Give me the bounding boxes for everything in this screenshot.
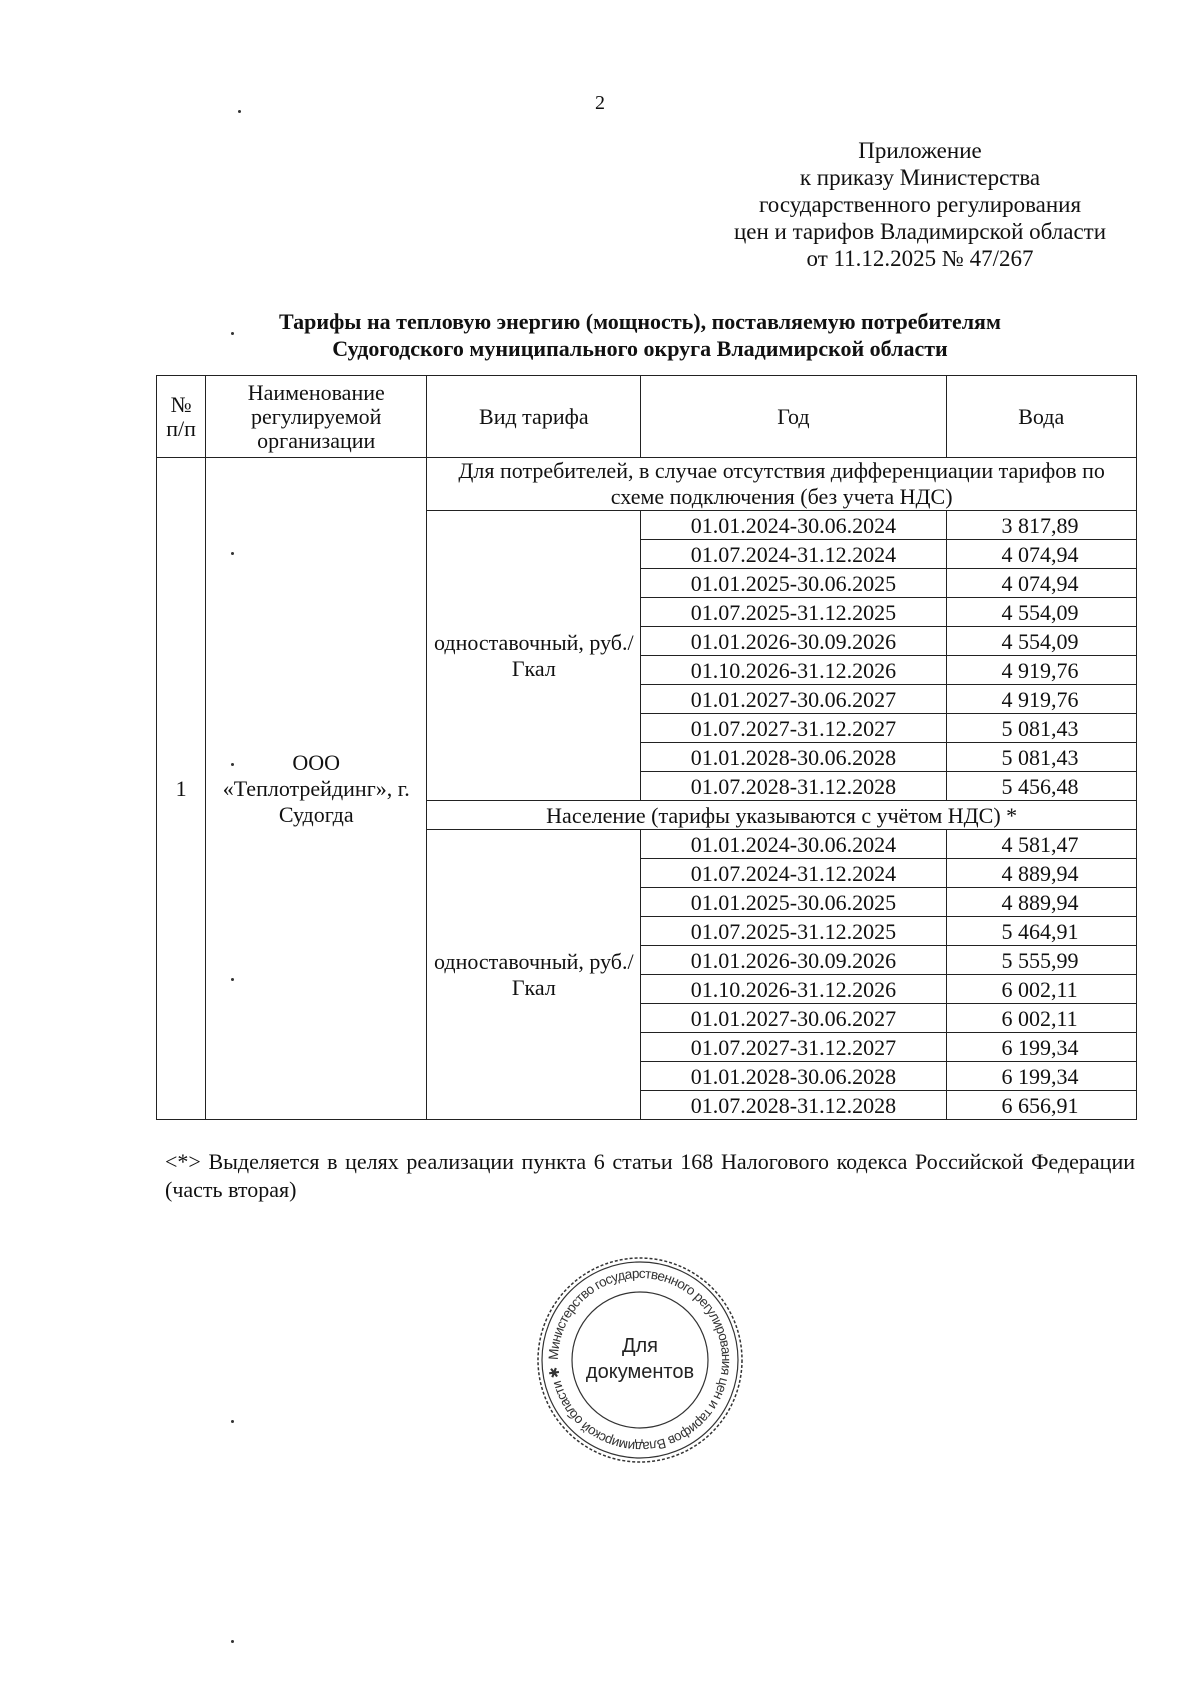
period-cell: 01.07.2028-31.12.2028 [641, 1091, 946, 1120]
scan-speck [231, 1420, 234, 1423]
appendix-line: от 11.12.2025 № 47/267 [806, 246, 1034, 271]
scan-speck [231, 552, 234, 555]
water-value-cell: 4 074,94 [946, 569, 1137, 598]
scan-speck [231, 332, 234, 335]
period-cell: 01.01.2025-30.06.2025 [641, 888, 946, 917]
water-value-cell: 4 074,94 [946, 540, 1137, 569]
period-cell: 01.01.2028-30.06.2028 [641, 743, 946, 772]
period-cell: 01.01.2024-30.06.2024 [641, 830, 946, 859]
tariffs-table [156, 375, 1137, 1120]
table-body [157, 458, 1137, 1120]
period-cell: 01.01.2028-30.06.2028 [641, 1062, 946, 1091]
water-value-cell: 6 002,11 [946, 975, 1137, 1004]
section2-heading: Население (тарифы указываются с учётом НДС) * [427, 801, 1137, 830]
document-title [150, 308, 1130, 362]
water-value-cell: 4 554,09 [946, 627, 1137, 656]
scan-speck [231, 978, 234, 981]
row-number: 1 [157, 458, 206, 1120]
period-cell: 01.01.2027-30.06.2027 [641, 685, 946, 714]
water-value-cell: 6 199,34 [946, 1033, 1137, 1062]
page-number: 2 [595, 92, 605, 114]
period-cell: 01.07.2025-31.12.2025 [641, 917, 946, 946]
table-header-row [157, 376, 1137, 458]
period-cell: 01.07.2028-31.12.2028 [641, 772, 946, 801]
period-cell: 01.07.2025-31.12.2025 [641, 598, 946, 627]
header-tariff-type: Вид тарифа [427, 376, 641, 458]
organization-name: ООО «Теплотрейдинг», г. Судогда [206, 458, 427, 1120]
period-cell: 01.07.2027-31.12.2027 [641, 714, 946, 743]
water-value-cell: 3 817,89 [946, 511, 1137, 540]
stamp-ring-text: Министерство государственного регулирования цен и тарифов Владимирской области ✱ [545, 1265, 735, 1455]
period-cell: 01.01.2024-30.06.2024 [641, 511, 946, 540]
period-cell: 01.07.2024-31.12.2024 [641, 859, 946, 888]
stamp-center-line-2: документов [585, 1361, 695, 1383]
appendix-block [690, 137, 1150, 272]
title-line-2: Судогодского муниципального округа Владимирской области [332, 336, 948, 361]
title-line-1: Тарифы на тепловую энергию (мощность), поставляемую потребителям [279, 309, 1001, 334]
section-heading-row [157, 458, 1137, 511]
water-value-cell: 4 919,76 [946, 685, 1137, 714]
water-value-cell: 5 081,43 [946, 743, 1137, 772]
footnote: <*> Выделяется в целях реализации пункта 6 статьи 168 Налогового кодекса Российской Федерации (часть вторая) [165, 1149, 1135, 1202]
header-organization: Наименование регулируемой организации [206, 376, 427, 458]
stamp-center-line-1: Для [621, 1335, 659, 1357]
water-value-cell: 4 554,09 [946, 598, 1137, 627]
period-cell: 01.07.2024-31.12.2024 [641, 540, 946, 569]
water-value-cell: 5 555,99 [946, 946, 1137, 975]
water-value-cell: 5 464,91 [946, 917, 1137, 946]
period-cell: 01.10.2026-31.12.2026 [641, 656, 946, 685]
appendix-line: цен и тарифов Владимирской области [733, 219, 1107, 244]
header-num: № п/п [157, 376, 206, 458]
scan-speck [231, 1640, 234, 1643]
header-year: Год [641, 376, 946, 458]
header-water: Вода [946, 376, 1137, 458]
period-cell: 01.01.2026-30.09.2026 [641, 946, 946, 975]
water-value-cell: 6 199,34 [946, 1062, 1137, 1091]
scan-speck [231, 763, 234, 766]
appendix-line: к приказу Министерства [799, 165, 1041, 190]
water-value-cell: 6 002,11 [946, 1004, 1137, 1033]
water-value-cell: 4 581,47 [946, 830, 1137, 859]
period-cell: 01.01.2026-30.09.2026 [641, 627, 946, 656]
water-value-cell: 5 456,48 [946, 772, 1137, 801]
period-cell: 01.01.2025-30.06.2025 [641, 569, 946, 598]
appendix-line: государственного регулирования [758, 192, 1082, 217]
section1-heading: Для потребителей, в случае отсутствия дифференциации тарифов по схеме подключения (без учета НДС) [427, 458, 1137, 511]
water-value-cell: 4 889,94 [946, 859, 1137, 888]
period-cell: 01.10.2026-31.12.2026 [641, 975, 946, 1004]
water-value-cell: 6 656,91 [946, 1091, 1137, 1120]
water-value-cell: 4 919,76 [946, 656, 1137, 685]
water-value-cell: 5 081,43 [946, 714, 1137, 743]
appendix-line: Приложение [858, 138, 982, 163]
stamp-center-text [565, 1333, 715, 1385]
section2-tariff-type: одноставочный, руб./Гкал [427, 830, 641, 1120]
period-cell: 01.07.2027-31.12.2027 [641, 1033, 946, 1062]
scan-speck [238, 110, 241, 113]
period-cell: 01.01.2027-30.06.2027 [641, 1004, 946, 1033]
section1-tariff-type: одноставочный, руб./Гкал [427, 511, 641, 801]
water-value-cell: 4 889,94 [946, 888, 1137, 917]
